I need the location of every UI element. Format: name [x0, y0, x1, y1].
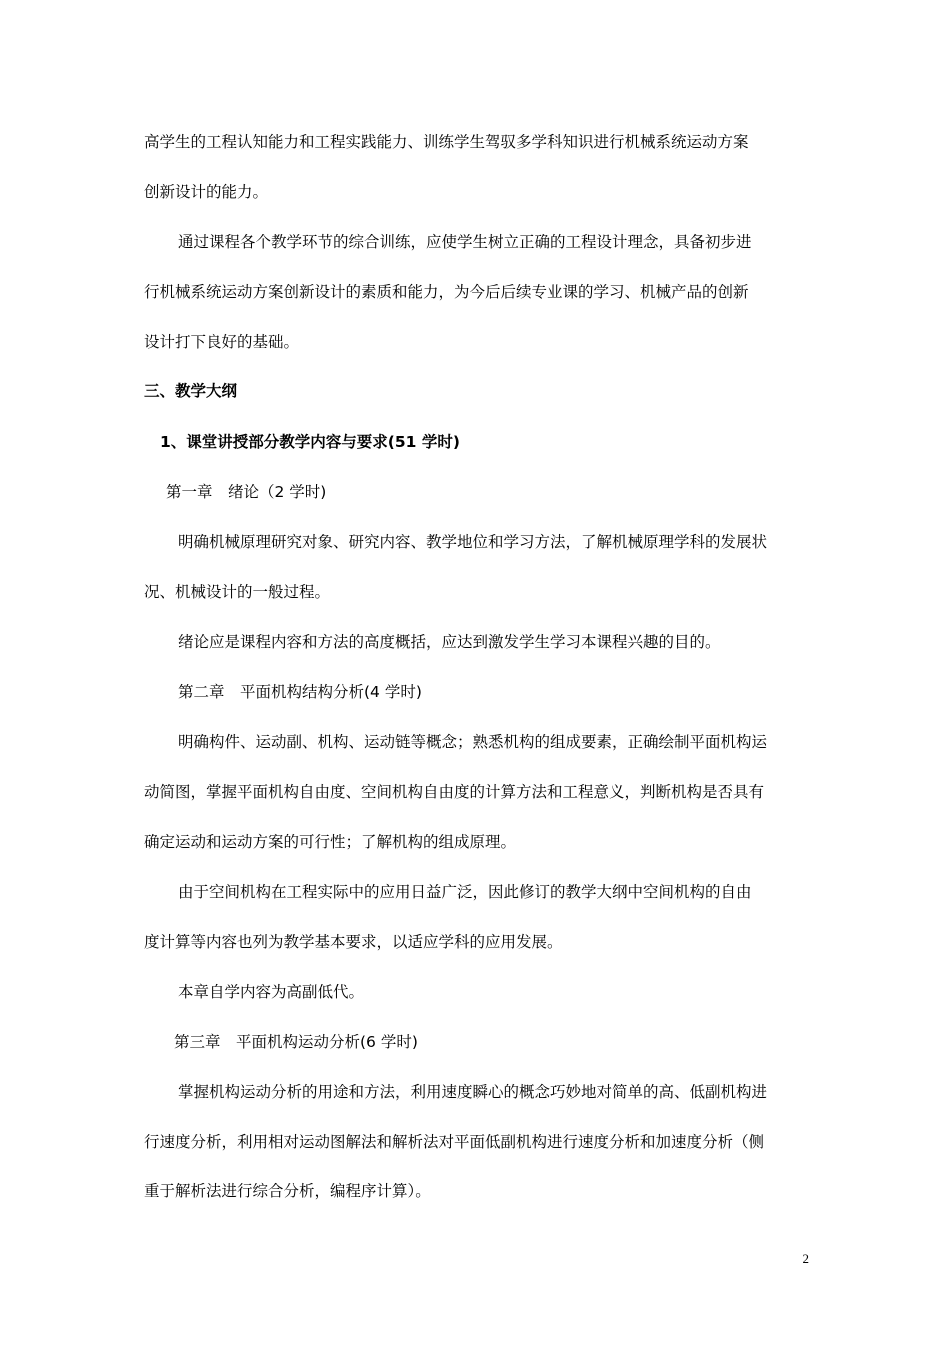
chapter-heading: 第三章 平面机构运动分析(6 学时) [174, 1033, 418, 1051]
body-text-line: 度计算等内容也列为教学基本要求，以适应学科的应用发展。 [144, 933, 563, 951]
body-text-line: 况、机械设计的一般过程。 [144, 583, 331, 601]
body-text-line: 设计打下良好的基础。 [144, 333, 300, 351]
body-text-line: 行速度分析，利用相对运动图解法和解析法对平面低副机构进行速度分析和加速度分析（侧 [144, 1133, 765, 1151]
body-text-line: 本章自学内容为高副低代。 [178, 983, 365, 1001]
body-text-line: 确定运动和运动方案的可行性；了解机构的组成原理。 [144, 833, 517, 851]
body-text-line: 行机械系统运动方案创新设计的素质和能力，为今后后续专业课的学习、机械产品的创新 [144, 283, 749, 301]
chapter-heading: 第二章 平面机构结构分析(4 学时) [178, 683, 422, 701]
body-text-line: 重于解析法进行综合分析，编程序计算）。 [144, 1182, 431, 1200]
body-text-line: 掌握机构运动分析的用途和方法，利用速度瞬心的概念巧妙地对简单的高、低副机构进 [178, 1083, 768, 1101]
body-text-line: 绪论应是课程内容和方法的高度概括，应达到激发学生学习本课程兴趣的目的。 [178, 633, 721, 651]
body-text-line: 高学生的工程认知能力和工程实践能力、训练学生驾驭多学科知识进行机械系统运动方案 [144, 133, 749, 151]
section-heading: 三、教学大纲 [144, 382, 238, 400]
page-number: 2 [802, 1251, 809, 1266]
body-text-line: 创新设计的能力。 [144, 183, 269, 201]
body-text-line: 明确机械原理研究对象、研究内容、教学地位和学习方法，了解机械原理学科的发展状 [178, 533, 768, 551]
subsection-heading: 1、课堂讲授部分教学内容与要求(51 学时) [160, 433, 460, 451]
chapter-heading: 第一章 绪论（2 学时) [166, 483, 327, 501]
body-text-line: 通过课程各个教学环节的综合训练，应使学生树立正确的工程设计理念，具备初步进 [178, 233, 752, 251]
body-text-line: 由于空间机构在工程实际中的应用日益广泛，因此修订的教学大纲中空间机构的自由 [178, 883, 752, 901]
body-text-line: 明确构件、运动副、机构、运动链等概念；熟悉机构的组成要素，正确绘制平面机构运 [178, 733, 768, 751]
body-text-line: 动简图，掌握平面机构自由度、空间机构自由度的计算方法和工程意义，判断机构是否具有 [144, 783, 765, 801]
